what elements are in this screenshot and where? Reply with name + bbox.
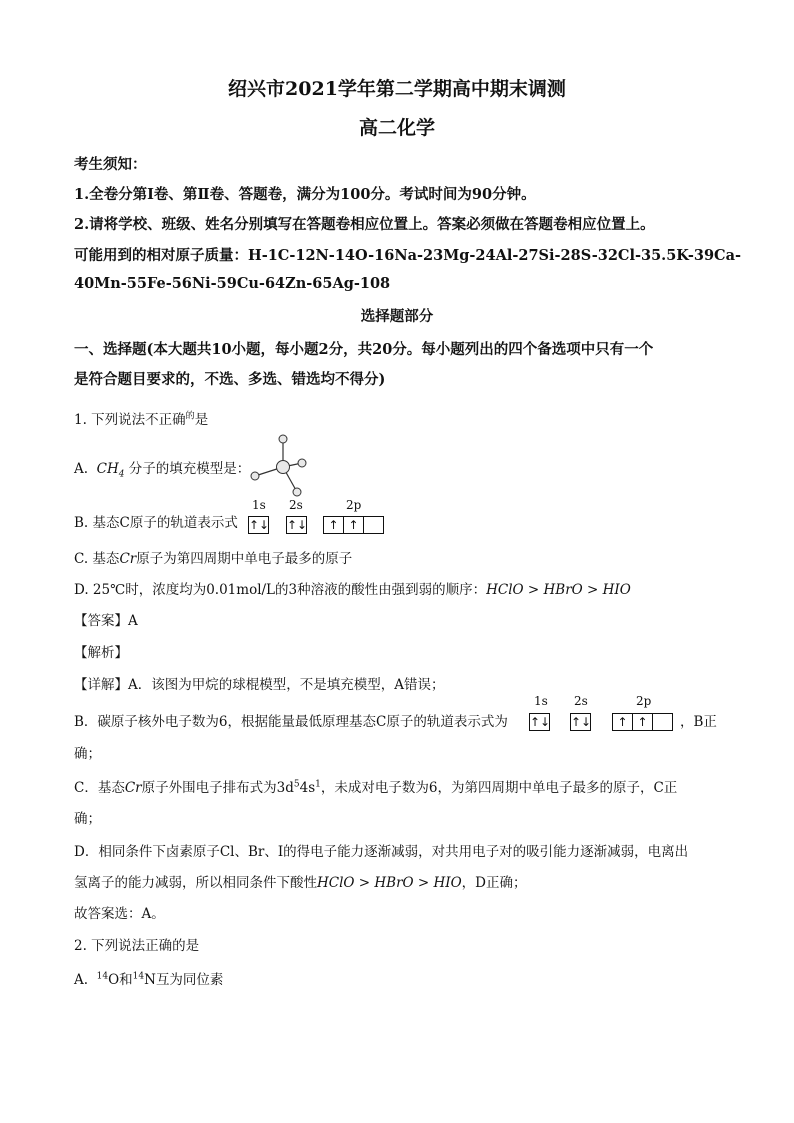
- q1-detail-b: B．碳原子核外电子数为6，根据能量最低原理基态C原子的轨道表示式为: [74, 714, 508, 730]
- q1-conclusion: 故答案选：A。: [74, 906, 165, 922]
- page-title: 绍兴市2021学年第二学期高中期末调测: [228, 78, 566, 100]
- notice-line-2: 2.请将学校、班级、姓名分别填写在答题卷相应位置上。答案必须做在答题卷相应位置上。: [74, 216, 655, 233]
- orbital-label-2p: 2p: [346, 498, 362, 512]
- orbital-label-1s: 1s: [252, 498, 266, 512]
- q1-detail-d-line-1: D．相同条件下卤素原子Cl、Br、I的得电子能力逐渐减弱，对共用电子对的吸引能力逐渐减弱，电离出: [74, 844, 689, 860]
- q1-detail-d-line-2: 氢离子的能力减弱，所以相同条件下酸性HClO > HBrO > HIO，D正确；: [74, 875, 527, 891]
- q1-detail-c-tail: 确；: [74, 811, 101, 827]
- q1-option-c: C. 基态Cr原子为第四周期中单电子最多的原子: [74, 551, 353, 567]
- q1-answer: 【答案】A: [74, 613, 138, 629]
- q1-stem: 1. 下列说法不正确$^的$是: [74, 411, 209, 428]
- section-instruction-2: 是符合题目要求的，不选、多选、错选均不得分): [74, 371, 386, 388]
- notice-heading: 考生须知：: [74, 156, 147, 173]
- methane-ball-stick-model-image: [246, 430, 312, 500]
- q1-option-a: A. $CH_4$ 分子的填充模型是：: [74, 461, 251, 480]
- q1-option-d: D. 25℃时，浓度均为0.01mol/L的3种溶液的酸性由强到弱的顺序：HClO > HBrO > HIO: [74, 582, 631, 598]
- atomic-mass-line-2: 40Mn-55Fe-56Ni-59Cu-64Zn-65Ag-108: [74, 275, 391, 292]
- detail-orbital-box-2s: ↑↓: [571, 715, 592, 729]
- detail-orbital-label-2s: 2s: [574, 694, 588, 708]
- detail-orbital-label-2p: 2p: [636, 694, 652, 708]
- orbital-box-2p: ↑ ↑: [323, 516, 384, 534]
- q1-detail-c: C．基态Cr原子外围电子排布式为$3d^54s^1$，未成对电子数为6，为第四周期中单电子最多的原子，C正: [74, 779, 678, 796]
- page-subtitle: 高二化学: [358, 117, 435, 139]
- q2-option-a: A. $^{14}$O和$^{14}$N互为同位素: [74, 971, 224, 988]
- detail-orbital-box-1s: ↑↓: [530, 715, 551, 729]
- q1-detail-b-tail: 确；: [74, 746, 101, 762]
- q1-detail-a: 【详解】A．该图为甲烷的球棍模型，不是填充模型，A错误；: [74, 677, 445, 693]
- section-title: 选择题部分: [360, 308, 434, 325]
- notice-line-1: 1.全卷分第Ⅰ卷、第Ⅱ卷、答题卷，满分为100分。考试时间为90分钟。: [74, 186, 536, 203]
- orbital-label-2s: 2s: [289, 498, 303, 512]
- q1-detail-b-end: ，B正: [680, 714, 717, 730]
- orbital-box-1s: ↑↓: [249, 518, 270, 532]
- q1-option-b: B. 基态C原子的轨道表示式: [74, 515, 238, 531]
- section-instruction-1: 一、选择题(本大题共10小题，每小题2分，共20分。每小题列出的四个备选项中只有一个: [74, 341, 654, 358]
- q1-analysis-label: 【解析】: [74, 645, 128, 661]
- detail-orbital-box-2p: ↑ ↑: [612, 713, 673, 731]
- atomic-mass-line-1: 可能用到的相对原子质量：H-1C-12N-14O-16Na-23Mg-24Al-27Si-28S-32Cl-35.5K-39Ca-: [74, 247, 741, 264]
- detail-orbital-label-1s: 1s: [534, 694, 548, 708]
- orbital-box-2s: ↑↓: [287, 518, 308, 532]
- q2-stem: 2. 下列说法正确的是: [74, 938, 200, 954]
